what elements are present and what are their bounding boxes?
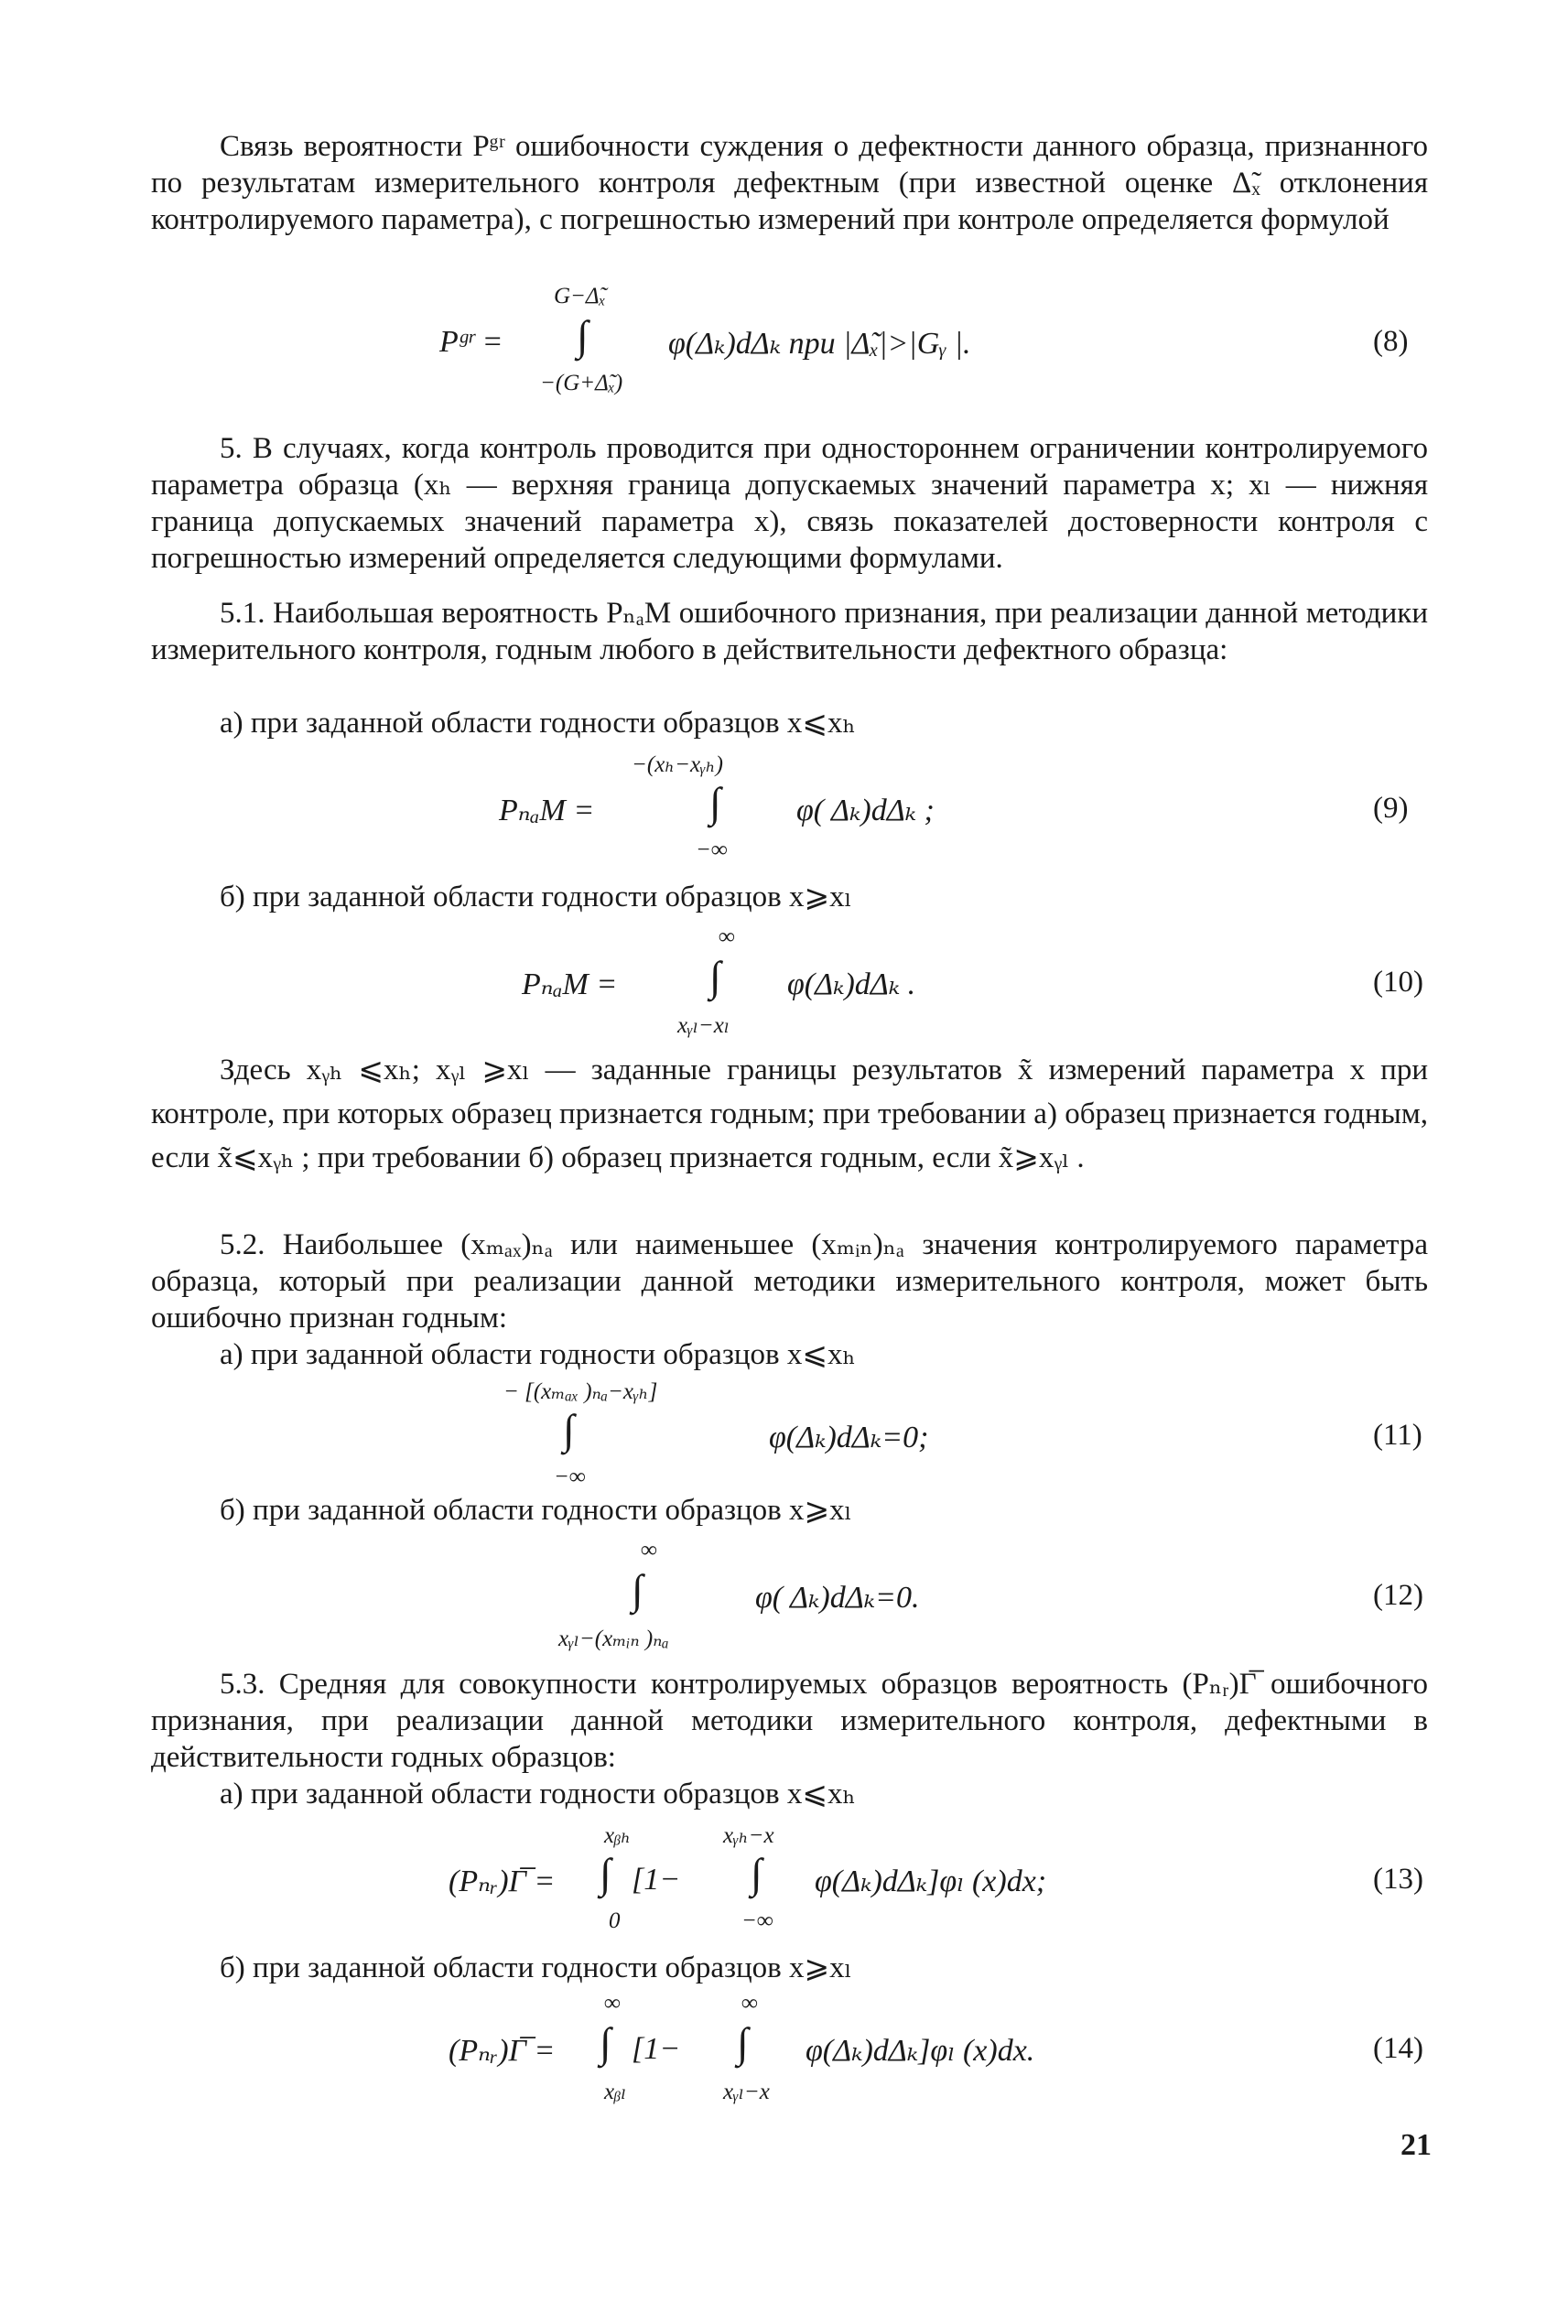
eq14-outer-upper-limit: ∞ — [604, 1991, 621, 2016]
equation-14 — [0, 1991, 1568, 2128]
eq13-integrand: φ(Δₖ)dΔₖ]φₗ (x)dx; — [815, 1865, 1047, 1898]
eq13-outer-lower-limit: 0 — [609, 1908, 621, 1933]
section-5-3-paragraph: 5.3. Средняя для совокупности контролируемых образцов вероятность (Pₙᵣ)Γ̅ ошибочного признания, при реализации данной методики измерительного контроля, дефектными в действительности годных образцов: — [151, 1668, 1428, 1774]
eq14-outer-integral-sign: ∫ — [600, 2019, 611, 2066]
eq14-integrand: φ(Δₖ)dΔₖ]φₗ (x)dx. — [806, 2034, 1035, 2068]
section-5-paragraph: 5. В случаях, когда контроль проводится при одностороннем ограничении контролируемого параметра образца (xₕ — верхняя граница допускаемых значений параметра x; xₗ — нижняя граница допускаемых значений параметра x), связь показателей достоверности контроля с погрешностью измерений определяется следующими формулами. — [151, 432, 1428, 575]
eq14-lhs: (Pₙᵣ)Γ̅ = — [449, 2034, 556, 2068]
section-5-2-item-b: б) при заданной области годности образцов x⩾xₗ — [220, 1494, 852, 1527]
equation-13 — [0, 1821, 1568, 1959]
eq14-outer-lower-limit: xᵦₗ — [604, 2080, 627, 2104]
eq12-integral-sign: ∫ — [632, 1566, 643, 1613]
eq10-number: (10) — [1373, 966, 1423, 999]
equation-8 — [0, 284, 1568, 421]
eq14-inner-integral-sign: ∫ — [737, 2019, 749, 2066]
eq14-bracket: [1− — [632, 2032, 681, 2066]
eq13-lhs: (Pₙᵣ)Γ̅ = — [449, 1865, 556, 1898]
eq13-inner-lower-limit: −∞ — [741, 1908, 773, 1933]
eq14-inner-upper-limit: ∞ — [741, 1991, 758, 2016]
intro-paragraph: Связь вероятности Pᵍʳ ошибочности суждения о дефектности данного образца, признанного по результатам измерительного контроля дефектным (при известной оценке Δ̃ₓ отклонения контролируемого параметра), с погрешностью измерений при контроле определяется формулой — [151, 130, 1428, 236]
eq10-upper-limit: ∞ — [719, 924, 735, 949]
eq14-number: (14) — [1373, 2032, 1423, 2065]
eq9-upper-limit: −(xₕ−xᵧₕ) — [632, 752, 723, 777]
eq9-lower-limit: −∞ — [696, 838, 728, 862]
section-5-1-paragraph: 5.1. Наибольшая вероятность PₙₐM ошибочного признания, при реализации данной методики измерительного контроля, годным любого в действительности дефектного образца: — [151, 597, 1428, 666]
eq13-inner-upper-limit: xᵧₕ−x — [723, 1823, 774, 1848]
eq8-integral-sign: ∫ — [577, 312, 589, 359]
eq13-bracket: [1− — [632, 1863, 681, 1897]
section-5-1-item-a: а) при заданной области годности образцов x⩽xₕ — [220, 707, 856, 740]
eq13-outer-integral-sign: ∫ — [600, 1850, 611, 1897]
section-5-3-item-b: б) при заданной области годности образцов x⩾xₗ — [220, 1951, 852, 1984]
eq9-number: (9) — [1373, 792, 1409, 825]
eq10-lower-limit: xᵧₗ−xₗ — [677, 1013, 730, 1038]
eq12-upper-limit: ∞ — [641, 1538, 657, 1562]
eq13-outer-upper-limit: xᵦₕ — [604, 1823, 632, 1848]
eq13-inner-integral-sign: ∫ — [751, 1850, 762, 1897]
eq11-upper-limit: − [(xₘₐₓ )ₙₐ−xᵧₕ] — [503, 1379, 658, 1404]
equation-9 — [0, 751, 1568, 888]
eq8-integrand: φ(Δₖ)dΔₖ при |Δ̃ₓ|>|Gᵧ |. — [668, 327, 971, 361]
eq9-integral-sign: ∫ — [709, 779, 721, 826]
eq8-lhs: Pᵍʳ = — [439, 325, 503, 359]
eq12-lower-limit: xᵧₗ−(xₘᵢₙ )ₙₐ — [558, 1627, 669, 1651]
eq9-lhs: PₙₐM = — [499, 794, 595, 827]
eq12-number: (12) — [1373, 1579, 1423, 1612]
page-number: 21 — [1400, 2128, 1432, 2162]
section-5-1-item-b: б) при заданной области годности образцов x⩾xₗ — [220, 881, 852, 913]
definitions-paragraph: Здесь xᵧₕ ⩽xₕ; xᵧₗ ⩾xₗ — заданные границы результатов x̃ измерений параметра x при контроле, при которых образец признается годным; при требовании а) образец признается годным, если x̃⩽xᵧₕ ; при требовании б) образец признается годным, если x̃⩾xᵧₗ . — [151, 1054, 1428, 1174]
eq11-integrand: φ(Δₖ)dΔₖ=0; — [769, 1421, 929, 1454]
section-5-2-item-a: а) при заданной области годности образцов x⩽xₕ — [220, 1338, 856, 1371]
equation-10 — [0, 924, 1568, 1062]
eq8-lower-limit: −(G+Δ̃ₓ) — [540, 371, 623, 395]
eq8-upper-limit: G−Δ̃ₓ — [554, 284, 606, 308]
eq11-lower-limit: −∞ — [554, 1465, 586, 1489]
eq11-number: (11) — [1373, 1419, 1422, 1452]
eq13-number: (13) — [1373, 1863, 1423, 1896]
eq9-integrand: φ( Δₖ)dΔₖ ; — [796, 794, 935, 827]
eq11-integral-sign: ∫ — [563, 1406, 575, 1453]
section-5-2-paragraph: 5.2. Наибольшее (xₘₐₓ)ₙₐ или наименьшее (xₘᵢₙ)ₙₐ значения контролируемого параметра образца, который при реализации данной методики измерительного контроля, может быть ошибочно признан годным: — [151, 1228, 1428, 1335]
eq10-integrand: φ(Δₖ)dΔₖ . — [787, 967, 916, 1001]
section-5-3-item-a: а) при заданной области годности образцов x⩽xₕ — [220, 1778, 856, 1811]
equation-12 — [0, 1538, 1568, 1675]
eq12-integrand: φ( Δₖ)dΔₖ=0. — [755, 1581, 920, 1615]
eq14-inner-lower-limit: xᵧₗ−x — [723, 2080, 770, 2104]
eq10-lhs: PₙₐM = — [522, 967, 618, 1001]
eq8-number: (8) — [1373, 325, 1409, 358]
eq10-integral-sign: ∫ — [709, 953, 721, 1000]
